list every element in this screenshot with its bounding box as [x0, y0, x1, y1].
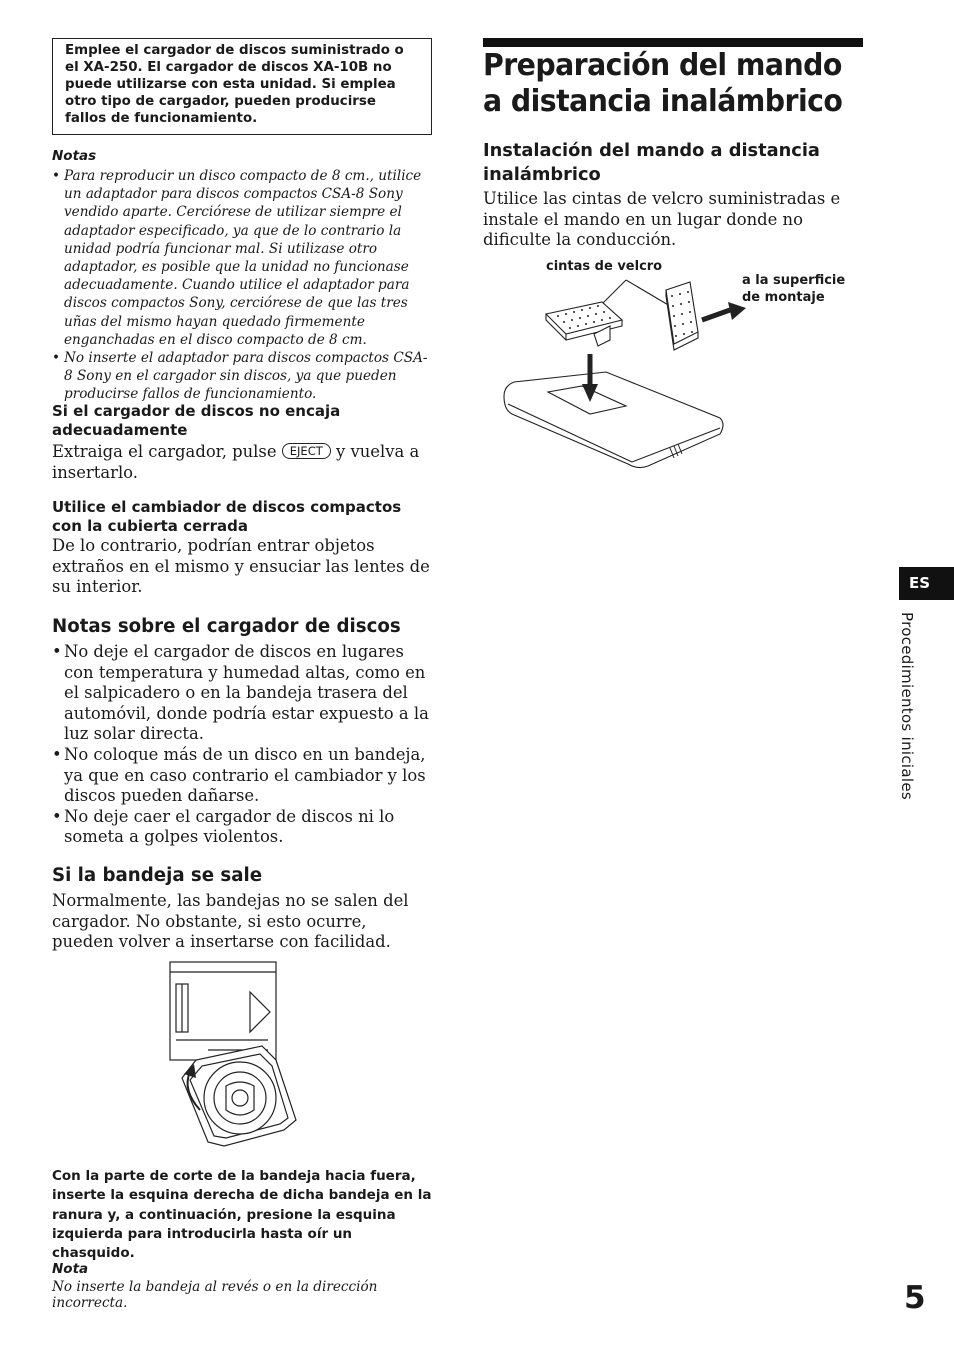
section-notas-cargador	[52, 616, 432, 848]
list-item: • No coloque más de un disco en un bandeja, ya que en caso contrario el cambiador y los discos pueden dañarse.	[52, 745, 432, 807]
section-no-encaja	[52, 402, 432, 483]
section-heading: Notas sobre el cargador de discos	[52, 616, 401, 637]
remote-velcro-illustration	[498, 268, 758, 478]
tray-insertion-illustration	[168, 960, 302, 1152]
section-cubierta	[52, 498, 432, 598]
bullet-list	[52, 642, 432, 848]
section-instalacion	[483, 139, 863, 251]
nota-text: No inserte la bandeja al revés o en la dirección incorrecta.	[52, 1279, 378, 1311]
label-surface-line: a la superficie	[742, 273, 846, 288]
section-heading: Utilice el cambiador de discos compactos con la cubierta cerrada	[52, 498, 402, 535]
note-item: • No inserte el adaptador para discos compactos CSA-8 Sony en el cargador sin discos, ya que pueden producirse fallos de funcionamiento.	[52, 349, 432, 404]
text-after: y vuelva a insertarlo.	[52, 442, 420, 482]
notes-heading: Notas	[52, 148, 97, 164]
right-arrow-icon	[728, 302, 746, 320]
list-item: • No deje caer el cargador de discos ni lo someta a golpes violentos.	[52, 807, 432, 848]
notes-list	[52, 167, 432, 404]
section-heading: Si el cargador de discos no encaja adecuadamente	[52, 402, 341, 439]
warning-box: Emplee el cargador de discos suministrado o el XA-250. El cargador de discos XA-10B no puede utilizarse con esta unidad. Si emplea otro tipo de cargador, pueden producirse fallos de funcionamiento.	[52, 38, 432, 135]
section-bandeja	[52, 865, 432, 953]
section-heading: Si la bandeja se sale	[52, 865, 263, 886]
eject-button-symbol: EJECT	[282, 443, 331, 459]
nota-heading: Nota	[52, 1261, 89, 1277]
list-item: • No deje el cargador de discos en lugares con temperatura y humedad altas, como en el salpicadero o en la bandeja trasera del automóvil, donde podría estar expuesto a la luz solar directa.	[52, 642, 432, 745]
section-text: Utilice las cintas de velcro suministradas e instale el mando en un lugar donde no dificulte la conducción.	[483, 189, 841, 249]
figure-caption: Con la parte de corte de la bandeja hacia fuera, inserte la esquina derecha de dicha bandeja en la ranura y, a continuación, presione la esquina izquierda para introducirla hasta oír un chasquido.	[52, 1168, 432, 1262]
label-surface-line: de montaje	[742, 290, 825, 305]
section-side-label: Procedimientos iniciales	[898, 612, 916, 800]
label-velcro: cintas de velcro	[546, 259, 663, 274]
page-title: Preparación del mando a distancia inalámbrico	[483, 48, 843, 119]
page-number: 5	[904, 1280, 926, 1316]
title-rule	[483, 38, 863, 47]
section-text: Normalmente, las bandejas no se salen del cargador. No obstante, si esto ocurre, pueden volver a insertarse con facilidad.	[52, 891, 409, 951]
section-text	[52, 442, 432, 483]
language-tab: ES	[899, 567, 954, 600]
section-heading: Instalación del mando a distancia inalámbrico	[483, 140, 820, 185]
note-item: • Para reproducir un disco compacto de 8 cm., utilice un adaptador para discos compactos CSA-8 Sony vendido aparte. Cerciórese de utilizar siempre el adaptador especificado, ya que de lo contrario la unidad podría funcionar mal. Si utilizase otro adaptador, es posible que la unidad no funcionase adecuadamente. Cuando utilice el adaptador para discos compactos Sony, cerciórese de que las tres uñas del mismo hayan quedado firmemente enganchadas en el disco compacto de 8 cm.	[52, 167, 432, 349]
text-before: Extraiga el cargador, pulse	[52, 442, 277, 461]
section-text: De lo contrario, podrían entrar objetos extraños en el mismo y ensuciar las lentes de su interior.	[52, 536, 430, 596]
